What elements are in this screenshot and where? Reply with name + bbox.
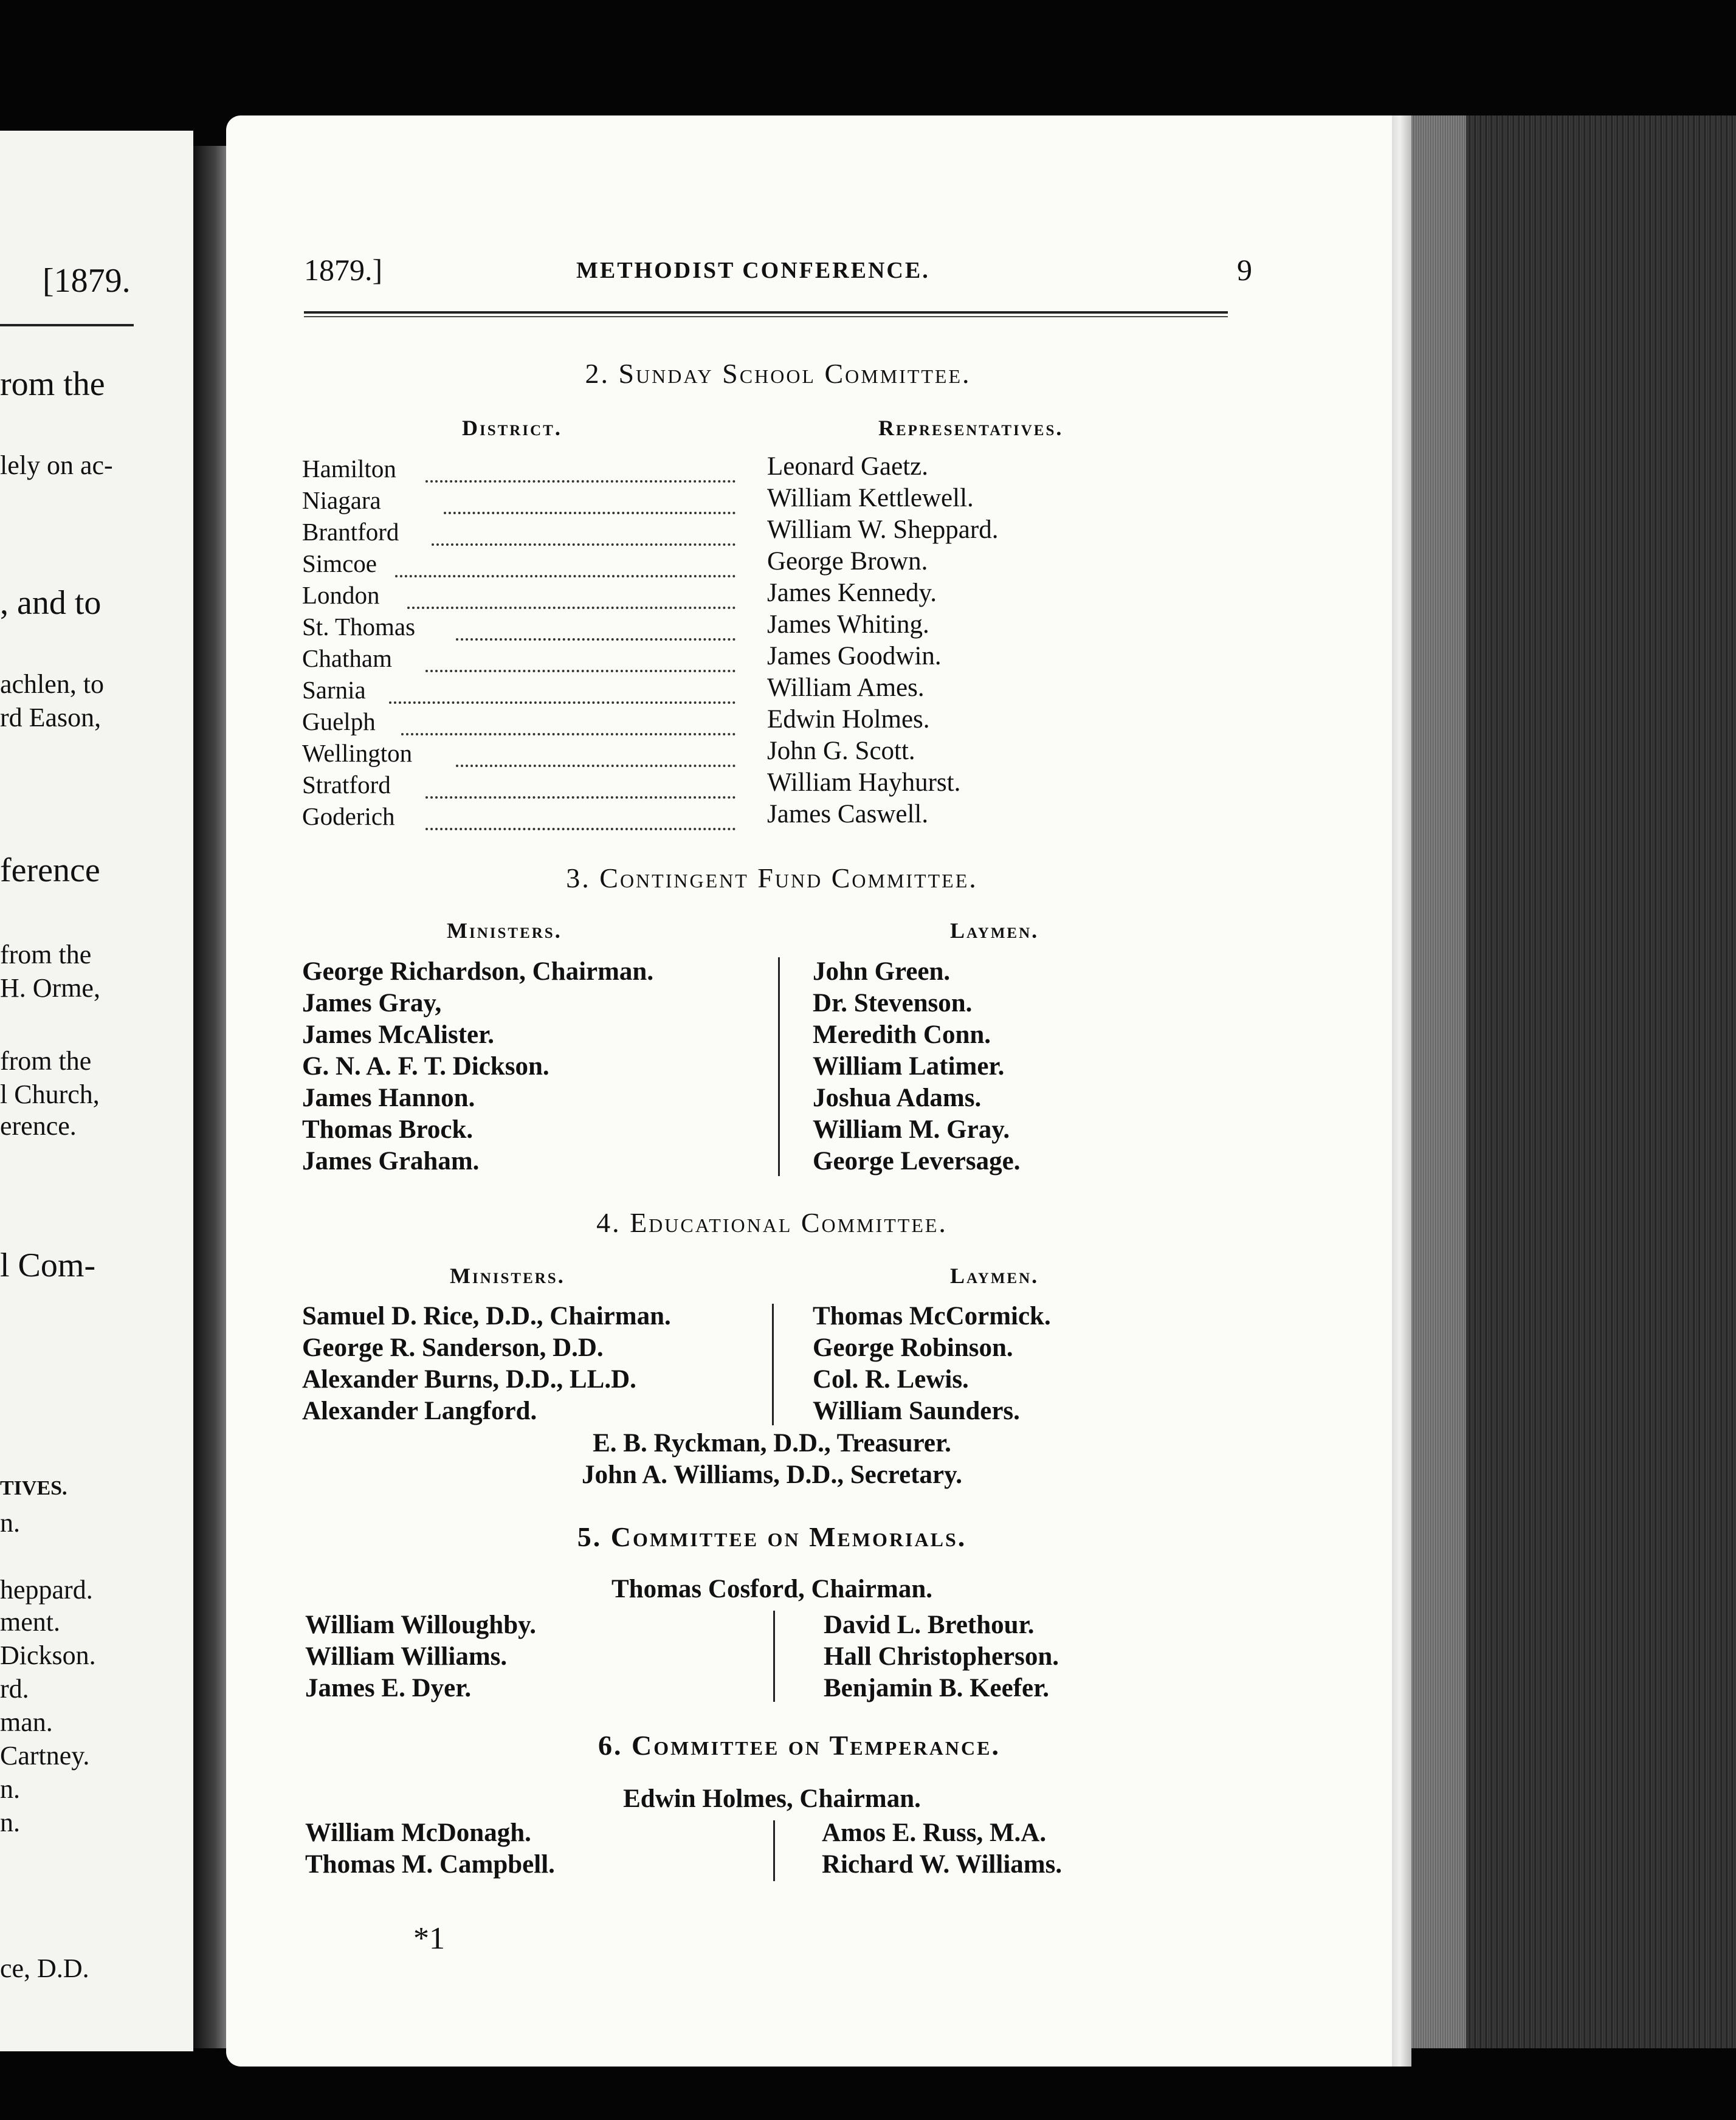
column-header-laymen: Laymen. — [950, 918, 1039, 943]
left-fragment: rd Eason, — [0, 703, 102, 732]
section-title-memorials: 5. Committee on Memorials. — [577, 1521, 967, 1552]
column-divider — [773, 1820, 775, 1881]
column-header-representatives: Representatives. — [878, 416, 1064, 440]
layman-name: Thomas McCormick. — [813, 1302, 1051, 1330]
header-year: 1879.] — [304, 253, 383, 287]
left-fragment: ference — [0, 852, 100, 889]
leader-dots — [456, 638, 735, 642]
leader-dots — [407, 607, 735, 610]
leader-dots — [425, 480, 735, 484]
page-number: 9 — [1237, 253, 1252, 287]
representative-name: Leonard Gaetz. — [767, 452, 929, 481]
leader-dots — [444, 512, 735, 515]
treasurer-line: E. B. Ryckman, D.D., Treasurer. — [593, 1429, 951, 1458]
district-name: Goderich — [302, 802, 395, 830]
layman-name: George Robinson. — [813, 1334, 1013, 1362]
committee-member: Richard W. Williams. — [822, 1850, 1063, 1879]
representative-name: William Kettlewell. — [767, 484, 974, 512]
committee-member: David L. Brethour. — [824, 1611, 1035, 1639]
section-title-educational: 4. Educational Committee. — [596, 1207, 948, 1238]
minister-name: James Graham. — [302, 1147, 480, 1175]
left-fragment: erence. — [0, 1111, 77, 1141]
minister-name: Alexander Langford. — [302, 1397, 537, 1425]
left-fragment: ce, D.D. — [0, 1953, 89, 1983]
minister-name: George R. Sanderson, D.D. — [302, 1334, 604, 1362]
left-fragment: rom the — [0, 365, 105, 403]
header-title: METHODIST CONFERENCE. — [576, 258, 930, 283]
minister-name: G. N. A. F. T. Dickson. — [302, 1052, 549, 1081]
district-name: Simcoe — [302, 549, 377, 577]
layman-name: William M. Gray. — [813, 1115, 1010, 1144]
representative-name: William W. Sheppard. — [767, 515, 999, 544]
left-page-header-year: [1879. — [43, 262, 131, 300]
left-fragment: l Com- — [0, 1247, 96, 1284]
minister-name: Thomas Brock. — [302, 1115, 474, 1144]
minister-name: James Hannon. — [302, 1084, 475, 1112]
district-name: Hamilton — [302, 455, 396, 483]
leader-dots — [389, 701, 735, 705]
representative-name: Edwin Holmes. — [767, 705, 930, 734]
left-fragment: ment. — [0, 1607, 60, 1637]
representative-name: James Goodwin. — [767, 642, 942, 670]
layman-name: John Green. — [813, 957, 951, 986]
committee-member: William Williams. — [305, 1642, 508, 1671]
leader-dots — [395, 575, 735, 579]
leader-dots — [425, 828, 735, 831]
representative-name: John G. Scott. — [767, 737, 915, 765]
column-header-laymen: Laymen. — [950, 1264, 1039, 1288]
column-divider — [778, 957, 780, 1176]
column-header-ministers: Ministers. — [447, 918, 562, 943]
secretary-line: John A. Williams, D.D., Secretary. — [582, 1461, 962, 1489]
layman-name: William Latimer. — [813, 1052, 1005, 1081]
layman-name: William Saunders. — [813, 1397, 1020, 1425]
district-name: Stratford — [302, 771, 391, 799]
section-title-temperance: 6. Committee on Temperance. — [598, 1730, 1001, 1761]
left-fragment: l Church, — [0, 1079, 100, 1109]
leader-dots — [425, 796, 735, 800]
left-fragment: n. — [0, 1808, 20, 1837]
left-fragment: , and to — [0, 584, 102, 622]
header-rule — [304, 316, 1228, 317]
memorials-chairman: Thomas Cosford, Chairman. — [611, 1575, 932, 1603]
layman-name: Dr. Stevenson. — [813, 989, 973, 1017]
left-fragment: Cartney. — [0, 1741, 90, 1771]
committee-member: Thomas M. Campbell. — [305, 1850, 555, 1879]
page-edge — [1392, 115, 1411, 2067]
left-fragment: H. Orme, — [0, 973, 100, 1003]
district-name: Brantford — [302, 518, 399, 546]
left-fragment: n. — [0, 1508, 20, 1538]
minister-name: Samuel D. Rice, D.D., Chairman. — [302, 1302, 671, 1330]
district-name: Niagara — [302, 486, 381, 514]
representative-name: James Caswell. — [767, 800, 929, 828]
section-title-contingent-fund: 3. Contingent Fund Committee. — [566, 862, 978, 893]
committee-member: James E. Dyer. — [305, 1674, 472, 1702]
district-name: Wellington — [302, 739, 413, 767]
minister-name: James McAlister. — [302, 1020, 495, 1049]
committee-member: William McDonagh. — [305, 1819, 531, 1847]
signature-mark: *1 — [413, 1921, 445, 1956]
column-header-district: District. — [462, 416, 562, 440]
left-fragment: rd. — [0, 1674, 29, 1704]
minister-name: George Richardson, Chairman. — [302, 957, 654, 986]
layman-name: Col. R. Lewis. — [813, 1365, 969, 1394]
district-name: Guelph — [302, 707, 376, 735]
representative-name: William Ames. — [767, 673, 925, 702]
running-header — [304, 252, 1252, 295]
minister-name: Alexander Burns, D.D., LL.D. — [302, 1365, 636, 1394]
committee-member: Hall Christopherson. — [824, 1642, 1059, 1671]
left-fragment: TIVES. — [0, 1477, 67, 1499]
left-fragment: man. — [0, 1707, 53, 1737]
layman-name: Meredith Conn. — [813, 1020, 991, 1049]
leader-dots — [432, 543, 735, 547]
left-fragment: achlen, to — [0, 669, 105, 699]
book-page-stack — [1411, 115, 1736, 2048]
committee-member: Benjamin B. Keefer. — [824, 1674, 1050, 1702]
temperance-chairman: Edwin Holmes, Chairman. — [623, 1784, 921, 1813]
representative-name: James Kennedy. — [767, 579, 937, 607]
left-fragment: Dickson. — [0, 1640, 96, 1670]
representative-name: James Whiting. — [767, 610, 929, 639]
committee-member: William Willoughby. — [305, 1611, 536, 1639]
leader-dots — [401, 733, 735, 737]
left-fragment: n. — [0, 1774, 20, 1804]
column-divider — [773, 1611, 775, 1702]
layman-name: Joshua Adams. — [813, 1084, 982, 1112]
left-fragment: lely on ac- — [0, 450, 113, 480]
column-header-ministers: Ministers. — [450, 1264, 565, 1288]
left-fragment: heppard. — [0, 1575, 93, 1605]
representative-name: George Brown. — [767, 547, 928, 576]
representative-name: William Hayhurst. — [767, 768, 961, 797]
leader-dots — [425, 670, 735, 673]
section-title-sunday-school: 2. Sunday School Committee. — [585, 358, 971, 389]
minister-name: James Gray, — [302, 989, 442, 1017]
district-name: Chatham — [302, 644, 393, 672]
header-rule — [304, 311, 1228, 314]
district-name: London — [302, 581, 380, 609]
layman-name: George Leversage. — [813, 1147, 1021, 1175]
left-fragment: from the — [0, 1046, 92, 1076]
left-fragment: from the — [0, 940, 92, 969]
leader-dots — [456, 765, 735, 768]
committee-member: Amos E. Russ, M.A. — [822, 1819, 1047, 1847]
book-gutter — [193, 146, 230, 2048]
left-page-header-rule — [0, 324, 134, 326]
left-page-fragment — [0, 131, 193, 2051]
column-divider — [772, 1304, 774, 1425]
district-name: St. Thomas — [302, 613, 416, 641]
district-name: Sarnia — [302, 676, 366, 704]
